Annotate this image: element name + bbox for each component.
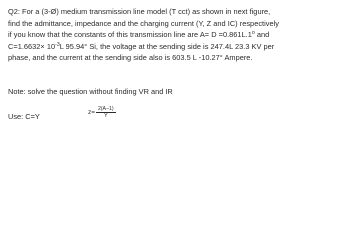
question-line-1: Q2: For a (3-Ø) medium transmission line model (T cct) as shown in next figure,	[8, 7, 271, 16]
question-line-3	[8, 29, 346, 41]
question-line-2: find the admittance, impedance and the charging current (Y, Z and IC) respectively	[8, 18, 279, 28]
line-4-end: L 95.94° Si, the voltage at the sending side is 247.4L 23.3 KV per	[59, 41, 275, 51]
formula-lhs: z=	[88, 109, 95, 116]
question-line-5: phase, and the current at the sending side also is 603.5 L -10.27° Ampere.	[8, 53, 253, 63]
exponent-superscript: -3	[55, 41, 60, 48]
formula-fraction	[96, 106, 116, 119]
line-3-text: if you know that the constants of this transmission line are A= D =0.861L.1	[8, 30, 252, 40]
use-text: Use: C=Y	[8, 112, 40, 121]
line-3-end: and	[254, 30, 270, 40]
note-text: Note: solve the question without finding VR and IR	[8, 87, 173, 96]
degree-superscript: o	[251, 30, 255, 37]
question-text	[8, 6, 346, 64]
question-line-4	[8, 41, 346, 53]
line-4-text: C=1.6632× 10	[8, 41, 56, 51]
formula-numerator: 2(A−1)	[97, 106, 114, 112]
impedance-formula	[88, 106, 116, 119]
formula-denominator: Y	[104, 113, 108, 119]
